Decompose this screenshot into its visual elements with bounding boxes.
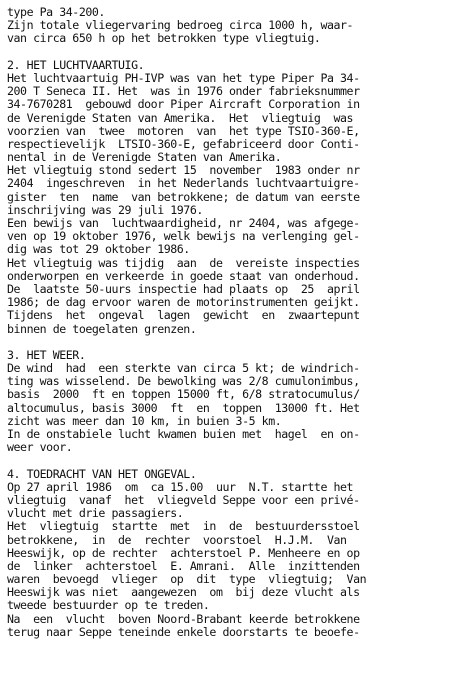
text-line: ting was wisselend. De bewolking was 2/8 cumulonimbus, — [7, 374, 360, 389]
text-line: altocumulus, basis 3000 ft en toppen 13000 ft. Het — [7, 400, 360, 415]
text-line: nental in de Verenigde Staten van Amerika. — [7, 150, 282, 165]
text-line: 34-7670281 gebouwd door Piper Aircraft Corporation in — [7, 97, 360, 112]
text-line: gister ten name van betrokkene; de datum van eerste — [7, 189, 360, 204]
text-line: type Pa 34-200. — [7, 5, 105, 19]
intro-paragraph — [7, 6, 472, 46]
text-line: Heeswijk, op de rechter achterstoel P. Menheere en op — [7, 545, 360, 560]
section-heading: 2. HET LUCHTVAARTUIG. — [7, 57, 145, 72]
text-line: De laatste 50-uurs inspectie had plaats op 25 april — [7, 281, 360, 296]
text-line: Tijdens het ongeval lagen gewicht en zwaartepunt — [7, 308, 360, 323]
text-line: Het vliegtuig was tijdig aan de vereiste inspecties — [7, 255, 360, 270]
text-line: vliegtuig vanaf het vliegveld Seppe voor een privé- — [7, 492, 360, 507]
text-line: binnen de toegelaten grenzen. — [7, 321, 197, 336]
text-line: ven op 19 oktober 1976, welk bewijs na verlenging gel- — [7, 229, 360, 244]
text-line: de linker achterstoel E. Amrani. Alle inzittenden — [7, 558, 360, 573]
text-line: de Verenigde Staten van Amerika. Het vliegtuig was — [7, 110, 354, 125]
text-line: betrokkene, in de rechter voorstoel H.J.M. Van — [7, 532, 347, 547]
text-line: Zijn totale vliegervaring bedroeg circa 1000 h, waar- — [7, 18, 354, 33]
section-spacer — [7, 336, 472, 349]
text-line: dig was tot 29 oktober 1986. — [7, 242, 190, 257]
section-spacer — [7, 454, 472, 467]
text-line: voorzien van twee motoren van het type TSIO-360-E, — [7, 123, 360, 138]
text-line: Een bewijs van luchtwaardigheid, nr 2404, was afgege- — [7, 216, 360, 230]
text-line: zicht was meer dan 10 km, in buien 3-5 km. — [7, 413, 282, 428]
text-line: Op 27 april 1986 om ca 15.00 uur N.T. startte het — [7, 479, 354, 494]
text-line: inschrijving was 29 juli 1976. — [7, 202, 203, 217]
text-line: weer voor. — [7, 440, 73, 455]
text-line: van circa 650 h op het betrokken type vliegtuig. — [7, 31, 321, 46]
text-line: Het vliegtuig stond sedert 15 november 1983 onder nr — [7, 163, 360, 178]
text-line: In de onstabiele lucht kwamen buien met hagel en on- — [7, 427, 360, 441]
section-weer — [7, 349, 472, 455]
section-heading: 3. HET WEER. — [7, 347, 86, 362]
text-line: tweede bestuurder op te treden. — [7, 598, 210, 613]
text-line: waren bevoegd vlieger op dit type vliegtuig; Van — [7, 572, 367, 587]
text-line: onderworpen en verkeerde in goede staat van onderhoud. — [7, 268, 360, 283]
text-line: Het vliegtuig startte met in de bestuurdersstoel — [7, 519, 360, 534]
text-line: Het luchtvaartuig PH-IVP was van het type Piper Pa 34- — [7, 70, 360, 85]
text-line: respectievelijk LTSIO-360-E, gefabriceerd door Conti- — [7, 136, 360, 151]
text-line: Heeswijk was niet aangewezen om bij deze vlucht als — [7, 585, 360, 600]
text-line: Na een vlucht boven Noord-Brabant keerde betrokkene — [7, 611, 360, 626]
text-line: 200 T Seneca II. Het was in 1976 onder fabrieksnummer — [7, 84, 360, 99]
text-line: vlucht met drie passagiers. — [7, 506, 184, 521]
text-line: basis 2000 ft en toppen 15000 ft, 6/8 stratocumulus/ — [7, 387, 360, 402]
text-line: terug naar Seppe teneinde enkele doorstarts te beoefe- — [7, 624, 360, 639]
text-line: 1986; de dag ervoor waren de motorinstrumenten geijkt. — [7, 295, 360, 310]
section-heading: 4. TOEDRACHT VAN HET ONGEVAL. — [7, 466, 197, 481]
text-line: 2404 ingeschreven in het Nederlands luchtvaartuigre- — [7, 176, 360, 191]
text-line: De wind had een sterkte van circa 5 kt; de windrich- — [7, 361, 360, 376]
section-luchtvaartuig — [7, 59, 472, 336]
section-toedracht — [7, 468, 472, 639]
section-spacer — [7, 46, 472, 59]
